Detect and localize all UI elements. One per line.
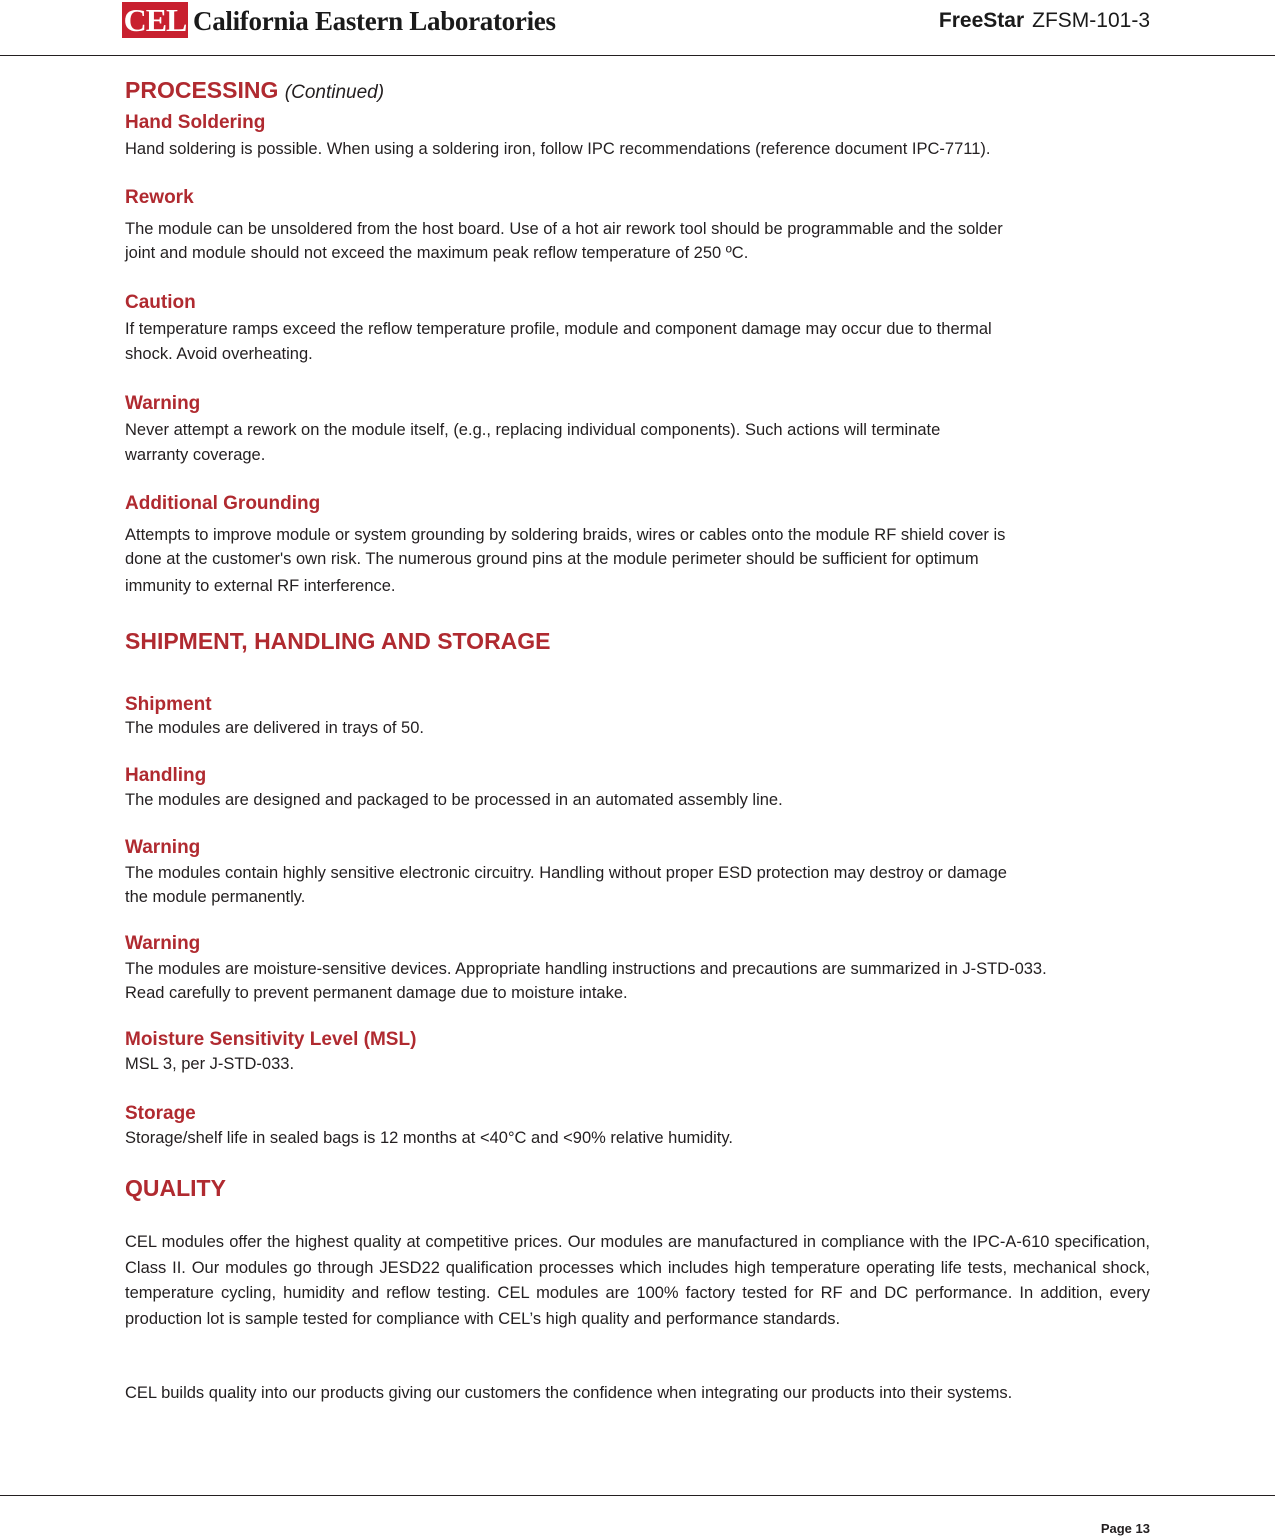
msl-heading: Moisture Sensitivity Level (MSL) — [125, 1029, 417, 1050]
caution-line-1: If temperature ramps exceed the reflow temperature profile, module and component damage may occur due to thermal — [125, 320, 992, 338]
quality-paragraph-1: CEL modules offer the highest quality at competitive prices. Our modules are manufactured in compliance with the IPC-A-610 specification, Class II. Our modules go through JESD22 qualification processes which includes high temperature operating life tests, mechanical shock, temperature cycling, humidity and reflow testing. CEL modules are 100% factory tested for RF and DC performance. In addition, every production lot is sample tested for compliance with CEL’s high quality and performance standards. — [125, 1233, 1150, 1328]
header-divider — [0, 55, 1275, 56]
processing-title-text: PROCESSING — [125, 77, 279, 103]
esd-warning-line-1: The modules contain highly sensitive electronic circuitry. Handling without proper ESD protection may destroy or damage — [125, 864, 1007, 882]
grounding-line-1: Attempts to improve module or system grounding by soldering braids, wires or cables onto the module RF shield cover is — [125, 526, 1006, 544]
warning-heading: Warning — [125, 393, 201, 414]
hand-soldering-heading: Hand Soldering — [125, 112, 266, 133]
esd-warning-line-2: the module permanently. — [125, 888, 306, 906]
storage-text: Storage/shelf life in sealed bags is 12 months at <40°C and <90% relative humidity. — [125, 1129, 733, 1147]
moisture-warning-line-2: Read carefully to prevent permanent damage due to moisture intake. — [125, 984, 628, 1002]
product-title — [939, 7, 1150, 35]
grounding-line-3: immunity to external RF interference. — [125, 577, 396, 595]
grounding-line-2: done at the customer's own risk. The numerous ground pins at the module perimeter should be sufficient for optimum — [125, 550, 979, 568]
company-name: California Eastern Laboratories — [193, 6, 556, 36]
rework-heading: Rework — [125, 187, 194, 208]
processing-title — [125, 76, 1150, 107]
product-name: FreeStar — [938, 9, 1025, 32]
cel-logo: CEL — [123, 2, 187, 38]
handling-text: The modules are designed and packaged to be processed in an automated assembly line. — [125, 791, 783, 809]
rework-line-2: joint and module should not exceed the maximum peak reflow temperature of 250 ºC. — [125, 244, 749, 262]
moisture-warning-line-1: The modules are moisture-sensitive devices. Appropriate handling instructions and precautions are summarized in J-STD-033. — [125, 960, 1047, 978]
page-number: Page 13 — [1100, 1521, 1150, 1536]
product-model: ZFSM-101-3 — [1032, 9, 1150, 32]
processing-continued: (Continued) — [284, 82, 385, 103]
msl-text: MSL 3, per J-STD-033. — [125, 1055, 295, 1073]
caution-heading: Caution — [125, 292, 196, 313]
warning-line-1: Never attempt a rework on the module itself, (e.g., replacing individual components). Such actions will terminate — [125, 421, 941, 439]
quality-paragraph-2: CEL builds quality into our products giving our customers the confidence when integrating our products into their systems. — [125, 1384, 1013, 1402]
shipment-heading: Shipment — [125, 694, 212, 715]
hand-soldering-text: Hand soldering is possible. When using a soldering iron, follow IPC recommendations (reference document IPC-7711). — [125, 140, 991, 158]
quality-title: QUALITY — [125, 1175, 226, 1201]
storage-heading: Storage — [125, 1103, 196, 1124]
caution-line-2: shock. Avoid overheating. — [125, 345, 313, 363]
shipment-title: SHIPMENT, HANDLING AND STORAGE — [125, 628, 551, 654]
moisture-warning-heading: Warning — [125, 933, 201, 954]
esd-warning-heading: Warning — [125, 837, 201, 858]
shipment-text: The modules are delivered in trays of 50. — [125, 719, 424, 737]
warning-line-2: warranty coverage. — [125, 446, 266, 464]
footer-divider — [0, 1495, 1275, 1496]
handling-heading: Handling — [125, 765, 207, 786]
rework-line-1: The module can be unsoldered from the host board. Use of a hot air rework tool should be programmable and the solder — [125, 220, 1003, 238]
grounding-heading: Additional Grounding — [125, 493, 321, 514]
page-header — [0, 0, 1275, 56]
